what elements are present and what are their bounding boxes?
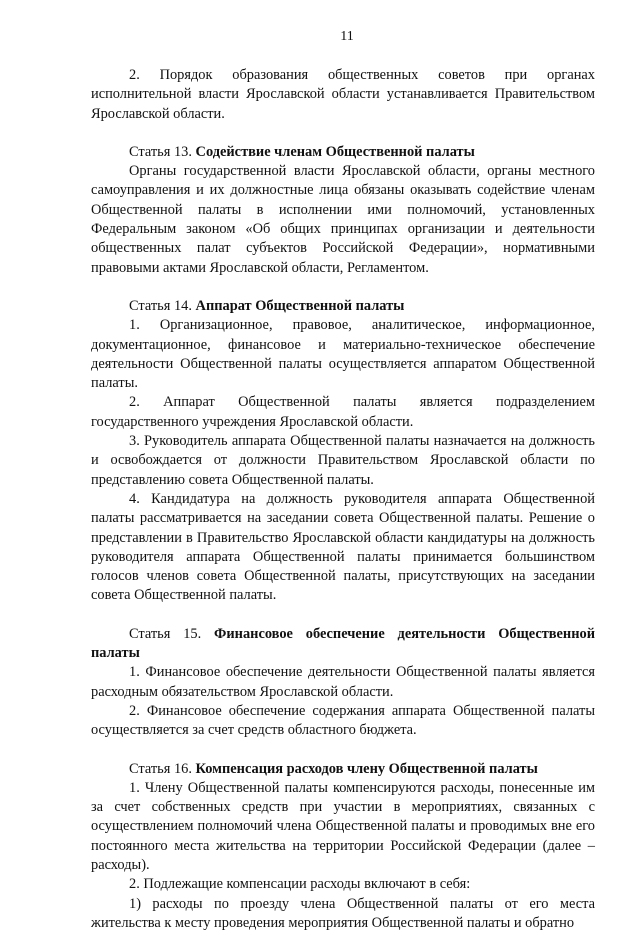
section-gap bbox=[91, 606, 595, 625]
section-gap bbox=[91, 124, 595, 143]
article-heading bbox=[91, 143, 595, 162]
paragraph: 1) расходы по проезду члена Общественной палаты от его места жительства к месту проведения мероприятия Общественной палаты и обратно bbox=[91, 895, 595, 931]
paragraph: 2. Аппарат Общественной палаты является подразделением государственного учреждения Ярославской области. bbox=[91, 394, 595, 430]
paragraph: 2. Финансовое обеспечение содержания аппарата Общественной палаты осуществляется за счет средств областного бюджета. bbox=[91, 702, 595, 739]
section-gap bbox=[91, 278, 595, 297]
paragraph: 1. Финансовое обеспечение деятельности Общественной палаты является расходным обязательством Ярославской области. bbox=[91, 664, 595, 700]
paragraph: 3. Руководитель аппарата Общественной палаты назначается на должность и освобождается от должности Правительством Ярославской области по представлению совета Общественной палаты. bbox=[91, 433, 595, 488]
paragraph: 1. Организационное, правовое, аналитическое, информационное, документационное, финансовое и материально-техническое обеспечение деятельности Общественной палаты осуществляется аппаратом Общественной палаты. bbox=[91, 317, 595, 392]
article-title: Компенсация расходов члену Общественной палаты bbox=[195, 760, 538, 777]
article-number: Статья 14. bbox=[129, 297, 196, 314]
article-heading bbox=[91, 625, 595, 664]
paragraph: Органы государственной власти Ярославской области, органы местного самоуправления и их должностные лица обязаны оказывать содействие членам Общественной палаты в исполнении ими полномочий, установленных Федеральным законом «Об общих принципах организации и деятельности общественных палат субъектов Российской Федерации», нормативными правовыми актами Ярославской области, Регламентом. bbox=[91, 163, 595, 276]
paragraph: 2. Порядок образования общественных советов при органах исполнительной власти Ярославской области устанавливается Правительством Ярославской области. bbox=[91, 67, 595, 122]
article-number: Статья 15. bbox=[129, 625, 215, 642]
document-body bbox=[91, 66, 595, 933]
paragraph: 1. Члену Общественной палаты компенсируются расходы, понесенные им за счет собственных средств при участии в мероприятиях, связанных с осуществлением полномочий члена Общественной палаты и проводимых вне его постоянного места жительства на территории Российской Федерации (далее – расходы). bbox=[91, 779, 595, 873]
paragraph: 4. Кандидатура на должность руководителя аппарата Общественной палаты рассматривается на заседании совета Общественной палаты. Решение о представлении в Правительство Ярославской области кандидатуры на должность руководителя аппарата Общественной палаты принимается большинством голосов членов совета Общественной палаты, присутствующих на заседании совета Общественной палаты. bbox=[91, 490, 595, 604]
article-number: Статья 13. bbox=[129, 143, 196, 160]
page-number: 11 bbox=[340, 29, 354, 44]
article-title: Содействие членам Общественной палаты bbox=[195, 143, 475, 160]
section-gap bbox=[91, 741, 595, 760]
article-heading bbox=[91, 760, 595, 779]
article-title: Финансовое обеспечение деятельности Общественной палаты bbox=[91, 625, 596, 662]
article-heading bbox=[91, 297, 595, 316]
article-title: Аппарат Общественной палаты bbox=[195, 297, 405, 314]
paragraph: 2. Подлежащие компенсации расходы включают в себя: bbox=[129, 876, 471, 893]
article-number: Статья 16. bbox=[129, 760, 196, 777]
